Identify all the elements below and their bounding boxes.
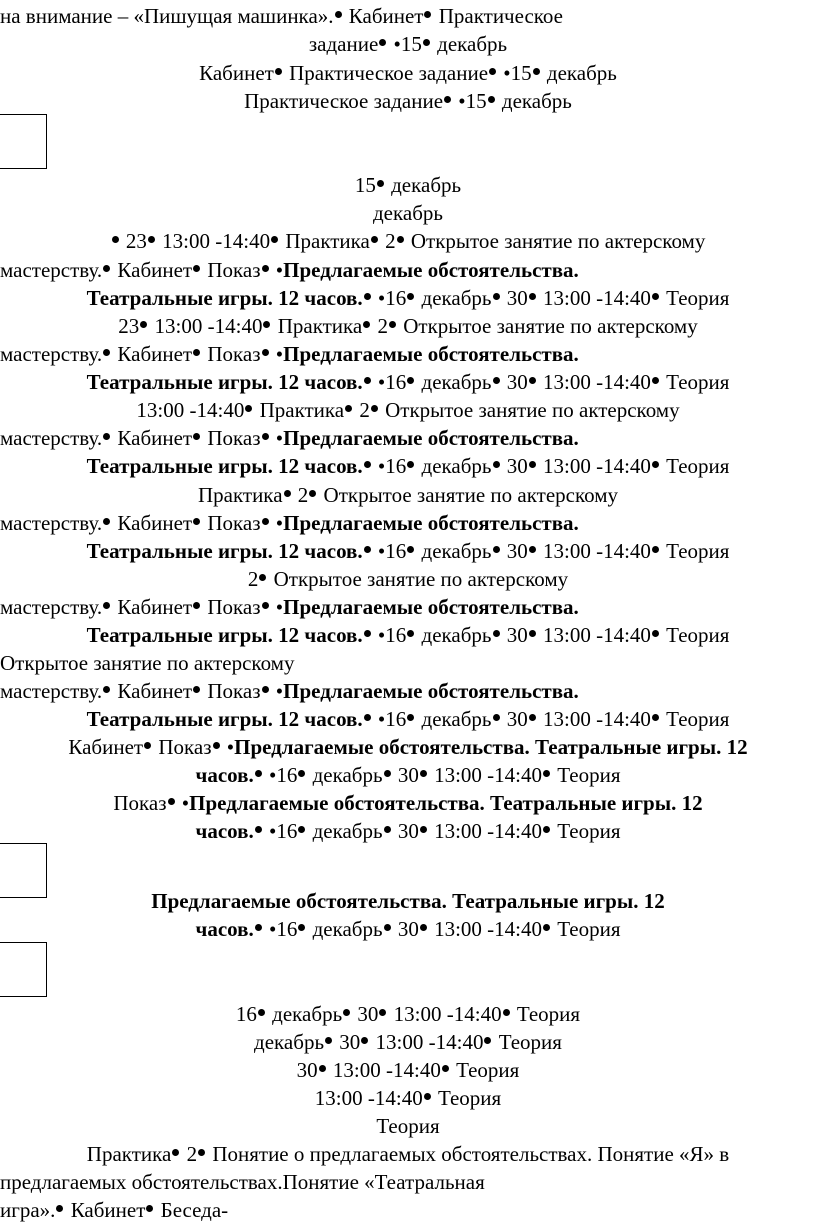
bullet-icon bbox=[407, 461, 414, 468]
text-run: 30 bbox=[392, 763, 419, 787]
text-run: 13:00 -14:40 bbox=[314, 1086, 423, 1110]
bullet-icon bbox=[168, 798, 175, 805]
text-run: Практика bbox=[272, 314, 363, 338]
bullet-icon bbox=[503, 1009, 510, 1016]
text-line bbox=[0, 1056, 816, 1084]
text-run: •15 bbox=[388, 32, 422, 56]
text-run: декабрь bbox=[416, 539, 492, 563]
text-run: Кабинет bbox=[112, 258, 193, 282]
text-run: 2 bbox=[379, 229, 396, 253]
bullet-icon bbox=[364, 377, 371, 384]
bullet-icon bbox=[262, 518, 269, 525]
bullet-icon bbox=[309, 490, 316, 497]
text-run: Показ bbox=[153, 735, 212, 759]
text-line bbox=[0, 537, 816, 565]
text-run: 13:00 -14:40 bbox=[537, 370, 651, 394]
text-line bbox=[0, 30, 816, 58]
text-run: • bbox=[270, 426, 284, 450]
bullet-icon bbox=[493, 630, 500, 637]
text-run: 13:00 -14:40 bbox=[537, 454, 651, 478]
bullet-icon bbox=[103, 518, 110, 525]
text-run: 30 bbox=[501, 539, 528, 563]
text-run: 23 bbox=[118, 314, 140, 338]
text-run: декабрь bbox=[416, 707, 492, 731]
bullet-icon bbox=[652, 714, 659, 721]
text-run: мастерству. bbox=[0, 342, 103, 366]
text-run: Теория bbox=[552, 819, 621, 843]
bold-text: часов. bbox=[195, 917, 254, 941]
bullet-icon bbox=[325, 1037, 332, 1044]
bullet-icon bbox=[407, 714, 414, 721]
text-run: Теория bbox=[660, 707, 730, 731]
text-run: Кабинет bbox=[112, 679, 193, 703]
text-run: Открытое занятие по актерскому bbox=[379, 398, 680, 422]
bullet-icon bbox=[407, 546, 414, 553]
text-run: 30 bbox=[501, 454, 528, 478]
text-run: Теория bbox=[511, 1002, 581, 1026]
bullet-icon bbox=[384, 770, 391, 777]
text-run: декабрь bbox=[266, 1002, 343, 1026]
bullet-icon bbox=[255, 826, 262, 833]
bullet-icon bbox=[259, 574, 266, 581]
text-line bbox=[0, 2, 816, 30]
text-run: 30 bbox=[392, 819, 419, 843]
text-run: декабрь bbox=[496, 89, 572, 113]
text-run: •15 bbox=[498, 61, 532, 85]
text-run: Показ bbox=[113, 791, 167, 815]
text-line bbox=[0, 396, 816, 424]
text-line bbox=[0, 199, 816, 227]
text-run: Практическое bbox=[433, 4, 564, 28]
text-run: Беседа- bbox=[155, 1198, 229, 1222]
text-run: мастерству. bbox=[0, 679, 103, 703]
text-run: 13:00 -14:40 bbox=[428, 819, 542, 843]
text-line bbox=[0, 1168, 816, 1196]
bullet-icon bbox=[384, 826, 391, 833]
bullet-icon bbox=[263, 321, 270, 328]
text-run: 30 bbox=[334, 1030, 361, 1054]
text-run: Теория bbox=[660, 539, 730, 563]
bold-text: Театральные игры. 12 часов. bbox=[86, 623, 363, 647]
bullet-icon bbox=[420, 924, 427, 931]
bold-text: часов. bbox=[195, 819, 254, 843]
text-run: •16 bbox=[372, 623, 407, 647]
bold-text: Предлагаемые обстоятельства. bbox=[283, 342, 579, 366]
bullet-icon bbox=[424, 1093, 431, 1100]
text-run: Открытое занятие по актерскому bbox=[268, 567, 569, 591]
bullet-icon bbox=[652, 630, 659, 637]
text-run: 2 bbox=[292, 483, 309, 507]
text-run: •16 bbox=[372, 286, 407, 310]
bullet-icon bbox=[172, 1149, 179, 1156]
bullet-icon bbox=[198, 1149, 205, 1156]
text-run: Кабинет bbox=[65, 1198, 146, 1222]
bold-text: Театральные игры. 12 часов. bbox=[86, 707, 363, 731]
text-line bbox=[0, 789, 816, 817]
text-line bbox=[0, 705, 816, 733]
text-run: 30 bbox=[501, 286, 528, 310]
bullet-icon bbox=[361, 1037, 368, 1044]
text-line bbox=[0, 312, 816, 340]
bullet-icon bbox=[543, 826, 550, 833]
bullet-icon bbox=[262, 265, 269, 272]
bullet-icon bbox=[423, 39, 430, 46]
text-run: на внимание – «Пишущая машинка». bbox=[0, 4, 334, 28]
bullet-icon bbox=[652, 377, 659, 384]
bullet-icon bbox=[489, 68, 496, 75]
bullet-icon bbox=[529, 461, 536, 468]
text-run: 13:00 -14:40 bbox=[537, 539, 651, 563]
bullet-icon bbox=[146, 1205, 153, 1212]
bullet-icon bbox=[262, 686, 269, 693]
bullet-icon bbox=[529, 714, 536, 721]
text-run: 13:00 -14:40 bbox=[156, 229, 271, 253]
bullet-icon bbox=[144, 742, 151, 749]
text-run: 30 bbox=[501, 623, 528, 647]
bullet-icon bbox=[379, 39, 386, 46]
bullet-icon bbox=[148, 236, 155, 243]
text-run: 2 bbox=[181, 1142, 198, 1166]
bullet-icon bbox=[529, 293, 536, 300]
bullet-icon bbox=[262, 433, 269, 440]
text-run: Теория bbox=[660, 454, 730, 478]
text-line bbox=[0, 1112, 816, 1140]
text-run: Теория bbox=[660, 623, 730, 647]
text-run: Открытое занятие по актерскому bbox=[0, 651, 295, 675]
text-line bbox=[0, 677, 816, 705]
text-run: Понятие о предлагаемых обстоятельствах. Понятие «Я» в bbox=[207, 1142, 730, 1166]
text-run: • bbox=[270, 258, 284, 282]
bullet-icon bbox=[193, 602, 200, 609]
text-run: Кабинет bbox=[112, 426, 193, 450]
text-run: •16 bbox=[372, 707, 407, 731]
text-run: Открытое занятие по актерскому bbox=[318, 483, 618, 507]
bullet-icon bbox=[255, 924, 262, 931]
bold-text: Театральные игры. 12 часов. bbox=[86, 370, 363, 394]
bullet-icon bbox=[319, 1065, 326, 1072]
text-run: 13:00 -14:40 bbox=[370, 1030, 484, 1054]
text-run: 13:00 -14:40 bbox=[149, 314, 263, 338]
bullet-icon bbox=[533, 68, 540, 75]
text-run: • bbox=[176, 791, 190, 815]
bullet-icon bbox=[384, 924, 391, 931]
bullet-icon bbox=[652, 546, 659, 553]
text-run: декабрь bbox=[416, 454, 492, 478]
text-line bbox=[0, 621, 816, 649]
bullet-icon bbox=[364, 461, 371, 468]
text-run: Теория bbox=[376, 1114, 440, 1138]
text-run: 30 bbox=[501, 370, 528, 394]
bullet-icon bbox=[420, 770, 427, 777]
bullet-icon bbox=[484, 1037, 491, 1044]
bullet-icon bbox=[275, 68, 282, 75]
bullet-icon bbox=[345, 405, 352, 412]
text-run: 13:00 -14:40 bbox=[428, 763, 542, 787]
text-run: 2 bbox=[354, 398, 370, 422]
bullet-icon bbox=[103, 602, 110, 609]
text-run: Кабинет bbox=[112, 511, 193, 535]
text-run: Теория bbox=[660, 370, 730, 394]
text-run: Теория bbox=[552, 763, 621, 787]
text-run: 23 bbox=[120, 229, 147, 253]
bullet-icon bbox=[488, 96, 495, 103]
text-run: •16 bbox=[372, 454, 407, 478]
bullet-icon bbox=[255, 770, 262, 777]
bold-text: Театральные игры. 12 часов. bbox=[86, 286, 363, 310]
text-line bbox=[0, 817, 816, 845]
bullet-icon bbox=[103, 433, 110, 440]
text-run: 30 bbox=[352, 1002, 379, 1026]
text-line bbox=[0, 368, 816, 396]
bullet-icon bbox=[258, 1009, 265, 1016]
bullet-icon bbox=[335, 11, 342, 18]
text-run: Теория bbox=[450, 1058, 520, 1082]
text-run: мастерству. bbox=[0, 426, 103, 450]
text-run: Показ bbox=[202, 595, 261, 619]
text-run: предлагаемых обстоятельствах.Понятие «Театральная bbox=[0, 1170, 485, 1194]
bold-text: Предлагаемые обстоятельства. bbox=[283, 679, 579, 703]
text-line bbox=[0, 424, 816, 452]
bullet-icon bbox=[193, 518, 200, 525]
text-run: Практическое задание bbox=[244, 89, 444, 113]
bullet-icon bbox=[343, 1009, 350, 1016]
bullet-icon bbox=[364, 293, 371, 300]
text-run: 13:00 -14:40 bbox=[428, 917, 542, 941]
text-run: • bbox=[221, 735, 235, 759]
text-run: декабрь bbox=[307, 763, 383, 787]
bullet-icon bbox=[140, 321, 147, 328]
bullet-icon bbox=[407, 293, 414, 300]
text-run: Теория bbox=[552, 917, 621, 941]
text-run: Открытое занятие по актерскому bbox=[398, 314, 698, 338]
text-run: задание bbox=[308, 32, 379, 56]
text-line bbox=[0, 649, 816, 677]
bullet-icon bbox=[103, 265, 110, 272]
text-line bbox=[0, 1196, 816, 1224]
bullet-icon bbox=[420, 826, 427, 833]
text-run: 13:00 -14:40 bbox=[327, 1058, 441, 1082]
bold-text: Предлагаемые обстоятельства. Театральные игры. 12 bbox=[234, 735, 748, 759]
text-run: декабрь bbox=[431, 32, 508, 56]
bullet-icon bbox=[298, 826, 305, 833]
text-line bbox=[0, 256, 816, 284]
bullet-icon bbox=[529, 630, 536, 637]
bold-text: часов. bbox=[195, 763, 254, 787]
text-line bbox=[0, 340, 816, 368]
text-run: мастерству. bbox=[0, 511, 103, 535]
empty-image-frame bbox=[0, 843, 47, 898]
bullet-icon bbox=[371, 405, 378, 412]
text-run: 13:00 -14:40 bbox=[136, 398, 245, 422]
text-run: Кабинет bbox=[112, 342, 193, 366]
text-run: декабрь bbox=[416, 286, 492, 310]
bullet-icon bbox=[543, 770, 550, 777]
bullet-icon bbox=[377, 180, 384, 187]
bullet-icon bbox=[652, 461, 659, 468]
text-run: Открытое занятие по актерскому bbox=[405, 229, 706, 253]
bullet-icon bbox=[112, 236, 119, 243]
text-run: •16 bbox=[263, 763, 298, 787]
text-line bbox=[0, 1084, 816, 1112]
bullet-icon bbox=[389, 321, 396, 328]
text-run: •16 bbox=[263, 819, 298, 843]
text-run: Теория bbox=[432, 1086, 502, 1110]
bullet-icon bbox=[298, 770, 305, 777]
text-run: Показ bbox=[202, 342, 261, 366]
text-run: Практика bbox=[280, 229, 370, 253]
text-line bbox=[0, 509, 816, 537]
bullet-icon bbox=[193, 349, 200, 356]
text-line bbox=[0, 1000, 816, 1028]
text-run: Показ bbox=[202, 511, 261, 535]
text-line bbox=[0, 1140, 816, 1168]
bullet-icon bbox=[493, 377, 500, 384]
text-run: • bbox=[270, 679, 284, 703]
bold-text: Театральные игры. 12 часов. bbox=[86, 454, 363, 478]
text-run: 2 bbox=[372, 314, 388, 338]
bullet-icon bbox=[379, 1009, 386, 1016]
bullet-icon bbox=[407, 630, 414, 637]
bullet-icon bbox=[103, 349, 110, 356]
bullet-icon bbox=[371, 236, 378, 243]
text-line bbox=[0, 59, 816, 87]
text-run: • bbox=[270, 511, 284, 535]
text-run: декабрь bbox=[385, 173, 462, 197]
text-run: Практика bbox=[254, 398, 345, 422]
text-run: Показ bbox=[202, 679, 261, 703]
text-run: игра». bbox=[0, 1198, 56, 1222]
bullet-icon bbox=[442, 1065, 449, 1072]
text-run: Теория bbox=[660, 286, 730, 310]
text-run: 2 bbox=[247, 567, 259, 591]
text-run: • bbox=[270, 595, 284, 619]
bullet-icon bbox=[193, 433, 200, 440]
bold-text: Предлагаемые обстоятельства. bbox=[283, 511, 579, 535]
text-run: Практика bbox=[86, 1142, 172, 1166]
text-run: 13:00 -14:40 bbox=[537, 286, 651, 310]
text-line bbox=[0, 87, 816, 115]
bold-text: Предлагаемые обстоятельства. bbox=[283, 426, 579, 450]
text-run: Показ bbox=[202, 258, 261, 282]
text-run: 15 bbox=[354, 173, 376, 197]
bold-text: Предлагаемые обстоятельства. Театральные игры. 12 bbox=[189, 791, 703, 815]
bold-text: Предлагаемые обстоятельства. bbox=[283, 258, 579, 282]
text-run: декабрь bbox=[254, 1030, 325, 1054]
text-run: Практика bbox=[197, 483, 283, 507]
text-line bbox=[0, 915, 816, 943]
bullet-icon bbox=[493, 714, 500, 721]
text-run: Практическое задание bbox=[283, 61, 489, 85]
bold-text: Предлагаемые обстоятельства. Театральные игры. 12 bbox=[151, 889, 665, 913]
text-run: 30 bbox=[392, 917, 419, 941]
text-line bbox=[0, 227, 816, 255]
bullet-icon bbox=[529, 546, 536, 553]
bold-text: Театральные игры. 12 часов. bbox=[86, 539, 363, 563]
text-run: •16 bbox=[372, 370, 407, 394]
text-run: Теория bbox=[493, 1030, 562, 1054]
text-run: мастерству. bbox=[0, 258, 103, 282]
text-line bbox=[0, 171, 816, 199]
bullet-icon bbox=[103, 686, 110, 693]
text-run: декабрь bbox=[416, 623, 492, 647]
text-run: Кабинет bbox=[112, 595, 193, 619]
text-run: 13:00 -14:40 bbox=[537, 623, 651, 647]
text-run: декабрь bbox=[307, 819, 383, 843]
bullet-icon bbox=[652, 293, 659, 300]
text-run: • bbox=[270, 342, 284, 366]
bullet-icon bbox=[298, 924, 305, 931]
bold-text: Предлагаемые обстоятельства. bbox=[283, 595, 579, 619]
bullet-icon bbox=[284, 490, 291, 497]
text-run: •16 bbox=[372, 539, 407, 563]
empty-image-frame bbox=[0, 942, 47, 997]
text-line bbox=[0, 1028, 816, 1056]
bullet-icon bbox=[397, 236, 404, 243]
text-line bbox=[0, 887, 816, 915]
text-run: 13:00 -14:40 bbox=[537, 707, 651, 731]
bullet-icon bbox=[364, 630, 371, 637]
bullet-icon bbox=[193, 265, 200, 272]
text-run: Кабинет bbox=[199, 61, 274, 85]
text-run: декабрь bbox=[541, 61, 617, 85]
text-run: мастерству. bbox=[0, 595, 103, 619]
bullet-icon bbox=[193, 686, 200, 693]
text-run: 16 bbox=[235, 1002, 257, 1026]
bullet-icon bbox=[407, 377, 414, 384]
bullet-icon bbox=[424, 11, 431, 18]
bullet-icon bbox=[364, 546, 371, 553]
bullet-icon bbox=[444, 96, 451, 103]
text-run: декабрь bbox=[373, 201, 443, 225]
text-run: Кабинет bbox=[68, 735, 144, 759]
empty-image-frame bbox=[0, 114, 47, 169]
bullet-icon bbox=[262, 602, 269, 609]
bullet-icon bbox=[493, 461, 500, 468]
bullet-icon bbox=[364, 714, 371, 721]
text-line bbox=[0, 733, 816, 761]
text-run: 30 bbox=[296, 1058, 318, 1082]
bullet-icon bbox=[363, 321, 370, 328]
text-run: •16 bbox=[263, 917, 298, 941]
text-run: 30 bbox=[501, 707, 528, 731]
text-run: •15 bbox=[453, 89, 487, 113]
bullet-icon bbox=[262, 349, 269, 356]
text-line bbox=[0, 761, 816, 789]
text-line bbox=[0, 452, 816, 480]
text-run: Кабинет bbox=[343, 4, 424, 28]
bullet-icon bbox=[245, 405, 252, 412]
text-line bbox=[0, 565, 816, 593]
text-line bbox=[0, 593, 816, 621]
text-line bbox=[0, 284, 816, 312]
bullet-icon bbox=[543, 924, 550, 931]
bullet-icon bbox=[529, 377, 536, 384]
bullet-icon bbox=[213, 742, 220, 749]
text-run: 13:00 -14:40 bbox=[388, 1002, 502, 1026]
text-run: Показ bbox=[202, 426, 261, 450]
bullet-icon bbox=[493, 546, 500, 553]
text-line bbox=[0, 481, 816, 509]
text-run: декабрь bbox=[416, 370, 492, 394]
bullet-icon bbox=[56, 1205, 63, 1212]
bullet-icon bbox=[493, 293, 500, 300]
text-run: декабрь bbox=[307, 917, 383, 941]
bullet-icon bbox=[271, 236, 278, 243]
